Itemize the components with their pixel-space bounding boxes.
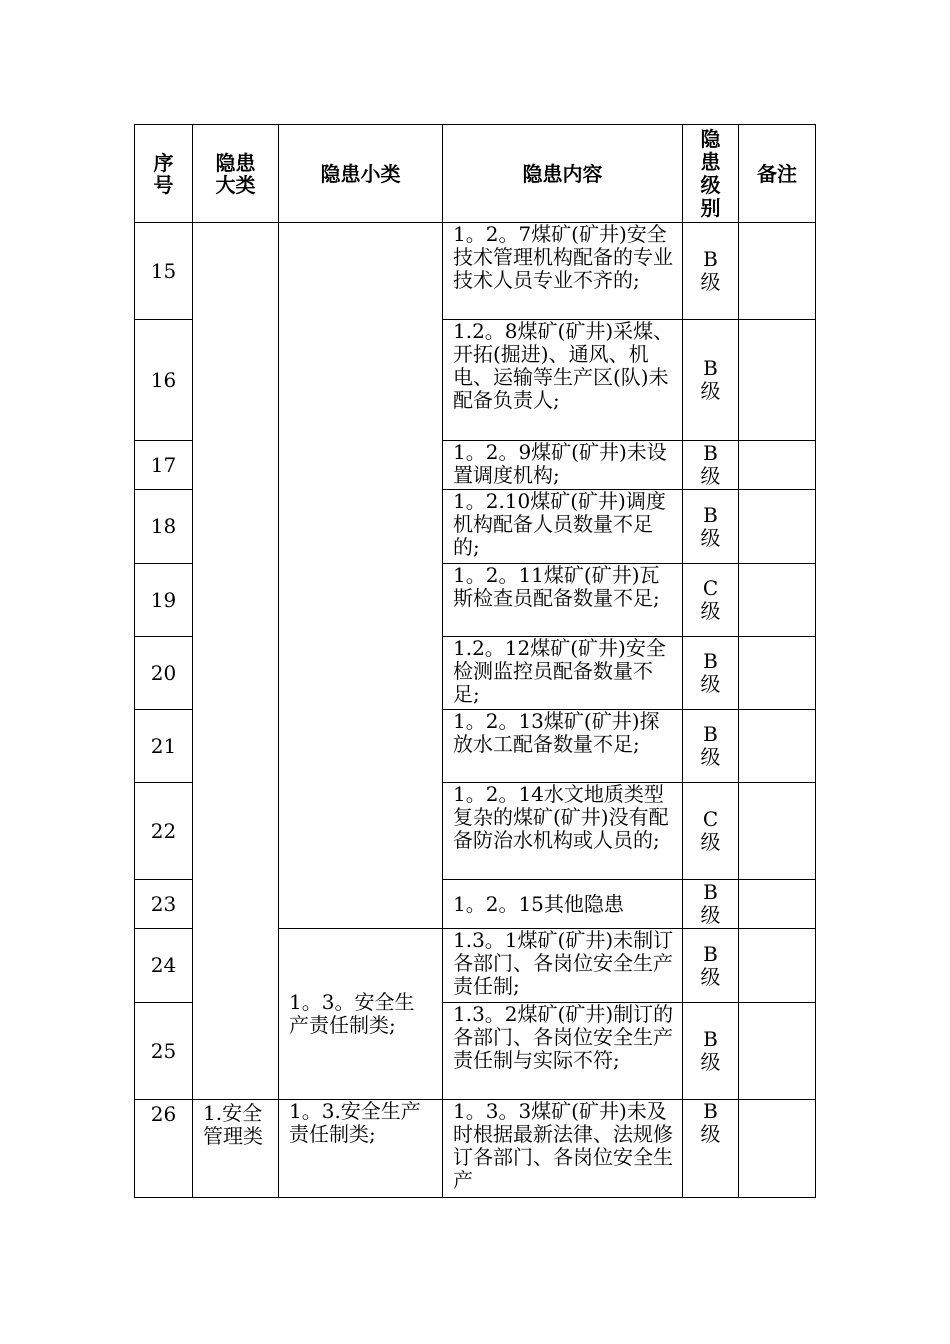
row-content: 1.3。2煤矿(矿井)制订的各部门、各岗位安全生产责任制与实际不符; <box>443 1003 683 1100</box>
row-level: C级 <box>683 783 739 880</box>
row-level: B级 <box>683 929 739 1003</box>
row-remark <box>739 223 816 320</box>
category-cell: 1.安全管理类 <box>193 1100 279 1198</box>
row-content: 1.3。1煤矿(矿井)未制订各部门、各岗位安全生产责任制; <box>443 929 683 1003</box>
row-no: 17 <box>135 441 193 490</box>
row-no: 18 <box>135 490 193 564</box>
header-subcategory: 隐患小类 <box>279 125 443 223</box>
row-no: 23 <box>135 880 193 929</box>
row-no: 15 <box>135 223 193 320</box>
subcategory-cell-empty <box>279 223 443 929</box>
row-remark <box>739 637 816 710</box>
row-no: 24 <box>135 929 193 1003</box>
table-row <box>135 223 816 320</box>
header-remark: 备注 <box>739 125 816 223</box>
row-remark <box>739 1003 816 1100</box>
row-content: 1。2。15其他隐患 <box>443 880 683 929</box>
row-content: 1。2。9煤矿(矿井)未设置调度机构; <box>443 441 683 490</box>
row-no: 21 <box>135 710 193 783</box>
header-category: 隐患大类 <box>193 125 279 223</box>
row-no: 19 <box>135 564 193 637</box>
row-level: B级 <box>683 1003 739 1100</box>
hazard-table <box>134 124 816 1198</box>
row-content: 1.2。12煤矿(矿井)安全检测监控员配备数量不足; <box>443 637 683 710</box>
row-content: 1。2。14水文地质类型复杂的煤矿(矿井)没有配备防治水机构或人员的; <box>443 783 683 880</box>
row-remark <box>739 490 816 564</box>
header-content: 隐患内容 <box>443 125 683 223</box>
row-remark <box>739 564 816 637</box>
row-level: B级 <box>683 880 739 929</box>
table-row <box>135 1100 816 1198</box>
subcategory-cell: 1。3.安全生产责任制类; <box>279 1100 443 1198</box>
row-level: B级 <box>683 710 739 783</box>
row-remark <box>739 880 816 929</box>
row-level: B级 <box>683 223 739 320</box>
row-level: B级 <box>683 320 739 441</box>
row-remark <box>739 320 816 441</box>
row-level: B级 <box>683 1100 739 1198</box>
category-cell-empty <box>193 223 279 1100</box>
header-no: 序号 <box>135 125 193 223</box>
row-no: 16 <box>135 320 193 441</box>
row-remark <box>739 710 816 783</box>
row-content: 1。2。7煤矿(矿井)安全技术管理机构配备的专业技术人员专业不齐的; <box>443 223 683 320</box>
row-level: B级 <box>683 637 739 710</box>
row-content: 1。2。13煤矿(矿井)探放水工配备数量不足; <box>443 710 683 783</box>
row-remark <box>739 441 816 490</box>
row-level: C级 <box>683 564 739 637</box>
row-no: 20 <box>135 637 193 710</box>
row-remark <box>739 929 816 1003</box>
header-row <box>135 125 816 223</box>
row-level: B级 <box>683 490 739 564</box>
row-level: B级 <box>683 441 739 490</box>
row-remark <box>739 1100 816 1198</box>
row-remark <box>739 783 816 880</box>
row-no: 22 <box>135 783 193 880</box>
subcategory-cell: 1。3。安全生产责任制类; <box>279 929 443 1100</box>
header-level: 隐患级别 <box>683 125 739 223</box>
row-content: 1。2。11煤矿(矿井)瓦斯检查员配备数量不足; <box>443 564 683 637</box>
row-no: 26 <box>135 1100 193 1198</box>
row-content: 1。3。3煤矿(矿井)未及时根据最新法律、法规修订各部门、各岗位安全生产 <box>443 1100 683 1198</box>
row-content: 1。2.10煤矿(矿井)调度机构配备人员数量不足的; <box>443 490 683 564</box>
row-no: 25 <box>135 1003 193 1100</box>
row-content: 1.2。8煤矿(矿井)采煤、开拓(掘进)、通风、机电、运输等生产区(队)未配备负责人; <box>443 320 683 441</box>
